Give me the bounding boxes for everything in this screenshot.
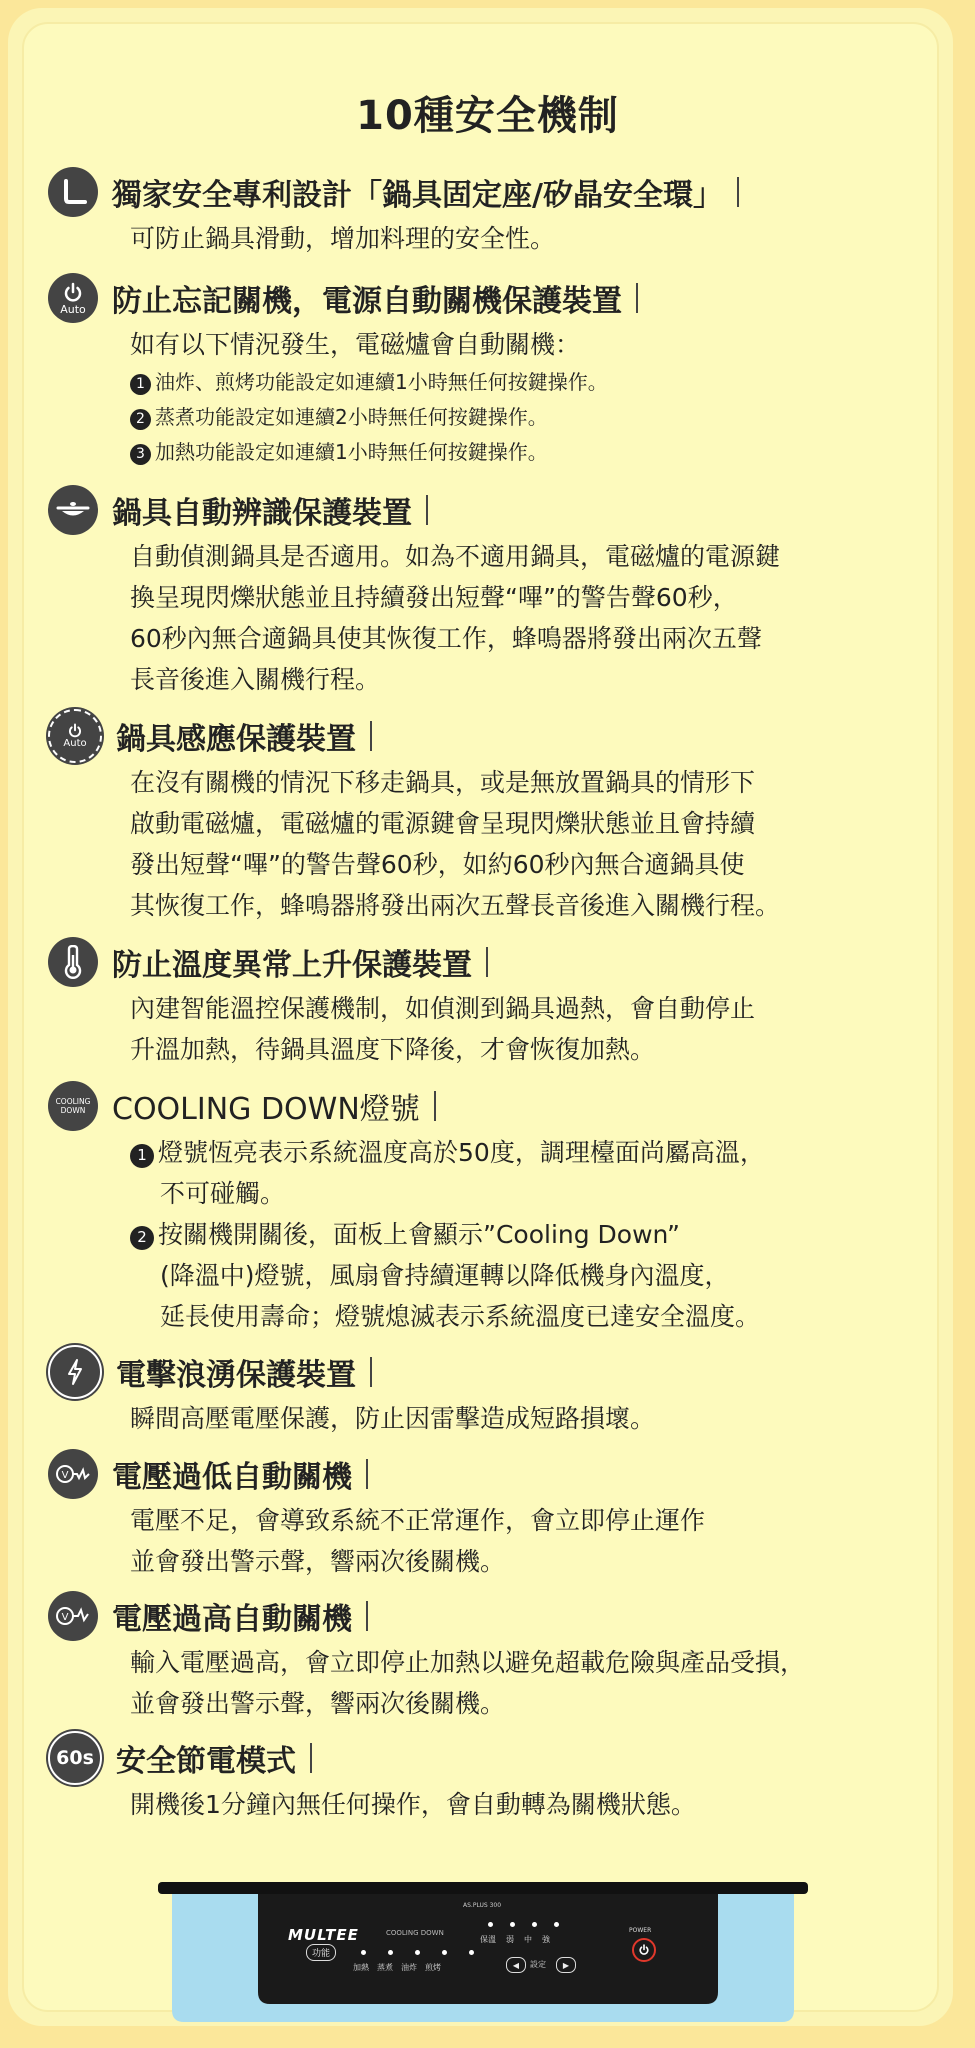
cooling-indicator-label: COOLING DOWN	[386, 1929, 444, 1937]
section-title: 鍋具自動辨識保護裝置	[112, 496, 412, 531]
divider	[370, 721, 372, 751]
divider	[370, 1357, 372, 1387]
icon-caption: 60s	[56, 1747, 94, 1769]
pot-icon	[48, 485, 98, 535]
section-title: 鍋具感應保護裝置	[116, 722, 356, 757]
section-title: 安全節電模式	[116, 1744, 296, 1779]
divider	[426, 495, 428, 525]
section-text: 不可碰觸。	[160, 1179, 286, 1208]
section-text: 電壓不足，會導致系統不正常運作，會立即停止運作	[130, 1506, 706, 1535]
section-high-voltage	[48, 1590, 948, 1724]
section-title: 獨家安全專利設計「鍋具固定座/矽晶安全環」	[112, 178, 723, 213]
section-title: 防止溫度異常上升保護裝置	[112, 948, 472, 983]
auto-sensor-icon	[48, 709, 102, 763]
section-text: 升溫加熱，待鍋具溫度下降後，才會恢復加熱。	[130, 1035, 656, 1064]
list-item: 1 油炸、煎烤功能設定如連續1小時無任何按鍵操作。	[130, 365, 948, 400]
icon-caption: DOWN	[60, 1106, 86, 1115]
increase-button[interactable]: ▶	[556, 1957, 576, 1973]
list-item: 2 按關機開關後，面板上會顯示”Cooling Down”	[130, 1214, 948, 1255]
induction-cooker-image	[158, 1882, 808, 2024]
section-title: 電壓過低自動關機	[112, 1460, 352, 1495]
mode-leds	[361, 1950, 474, 1955]
icon-caption: COOLING	[55, 1097, 91, 1106]
thermometer-icon	[48, 937, 98, 987]
low-voltage-icon	[48, 1449, 98, 1499]
auto-power-icon	[48, 273, 98, 323]
divider	[434, 1091, 436, 1121]
section-cooling-down	[48, 1080, 948, 1337]
section-text: 瞬間高壓電壓保護，防止因雷擊造成短路損壞。	[130, 1404, 656, 1433]
section-text: 其恢復工作，蜂鳴器將發出兩次五聲長音後進入關機行程。	[130, 891, 781, 920]
divider	[636, 283, 638, 313]
section-text: 啟動電磁爐，電磁爐的電源鍵會呈現閃爍狀態並且會持續	[130, 809, 756, 838]
decrease-button[interactable]: ◀	[506, 1957, 526, 1973]
list-item: 1 燈號恆亮表示系統溫度高於50度，調理檯面尚屬高溫，	[130, 1132, 948, 1173]
model-label: AS.PLUS 300	[463, 1902, 502, 1909]
section-text: 60秒內無合適鍋具使其恢復工作，蜂鳴器將發出兩次五聲	[130, 624, 762, 653]
list-item: 2 蒸煮功能設定如連續2小時無任何按鍵操作。	[130, 400, 948, 435]
icon-caption: Auto	[60, 302, 86, 316]
list-item: 3 加熱功能設定如連續1小時無任何按鍵操作。	[130, 435, 948, 470]
level-leds	[488, 1922, 559, 1927]
section-text: 自動偵測鍋具是否適用。如為不適用鍋具，電磁爐的電源鍵	[130, 542, 781, 571]
section-title: 電壓過高自動關機	[112, 1602, 352, 1637]
section-auto-off	[48, 272, 948, 470]
set-label: 設定	[530, 1960, 546, 1969]
cooling-down-icon	[48, 1081, 98, 1131]
section-text: 可防止鍋具滑動，增加料理的安全性。	[130, 224, 556, 253]
section-text: 換呈現閃爍狀態並且持續發出短聲“嗶”的警告聲60秒，	[130, 583, 738, 612]
section-title: 防止忘記關機，電源自動關機保護裝置	[112, 284, 622, 319]
pot-holder-icon	[48, 167, 98, 217]
divider	[737, 177, 739, 207]
svg-text:V: V	[61, 1470, 69, 1481]
section-title: COOLING DOWN燈號	[112, 1092, 420, 1127]
section-text: 長音後進入關機行程。	[130, 665, 381, 694]
divider	[366, 1601, 368, 1631]
brand-logo: MULTEE	[288, 1926, 359, 1944]
section-text: 並會發出警示聲，響兩次後關機。	[130, 1547, 506, 1576]
section-title: 電擊浪湧保護裝置	[116, 1358, 356, 1393]
power-label: POWER	[629, 1927, 652, 1934]
svg-text:V: V	[61, 1612, 69, 1623]
page-title: 10種安全機制	[356, 93, 619, 139]
section-text: 輸入電壓過高，會立即停止加熱以避免超載危險與產品受損，	[130, 1648, 806, 1677]
section-text: 延長使用壽命；燈號熄滅表示系統溫度已達安全溫度。	[160, 1302, 761, 1331]
section-pot-sensor	[48, 710, 948, 926]
power-button[interactable]	[632, 1938, 656, 1962]
timer-60s-icon	[48, 1731, 102, 1785]
high-voltage-icon	[48, 1591, 98, 1641]
section-text: 開機後1分鐘內無任何操作，會自動轉為關機狀態。	[130, 1790, 696, 1819]
divider	[310, 1743, 312, 1773]
divider	[366, 1459, 368, 1489]
section-low-voltage	[48, 1448, 948, 1582]
level-labels: 保溫 弱 中 強	[480, 1935, 550, 1944]
section-text: (降溫中)燈號，風扇會持續運轉以降低機身內溫度，	[160, 1261, 730, 1290]
section-pot-detect	[48, 484, 948, 700]
power-icon	[638, 1944, 650, 1956]
section-text: 在沒有關機的情況下移走鍋具，或是無放置鍋具的情形下	[130, 768, 756, 797]
section-surge	[48, 1346, 948, 1439]
mode-labels: 加熱 蒸煮 油炸 煎烤	[353, 1963, 441, 1972]
section-overheat	[48, 936, 948, 1070]
section-text: 如有以下情況發生，電磁爐會自動關機：	[130, 330, 581, 359]
section-pot-holder	[48, 166, 948, 259]
lightning-icon	[48, 1345, 102, 1399]
section-text: 並會發出警示聲，響兩次後關機。	[130, 1689, 506, 1718]
section-power-saving	[48, 1732, 948, 1825]
section-text: 發出短聲“嗶”的警告聲60秒，如約60秒內無合適鍋具使	[130, 850, 745, 879]
function-button[interactable]: 功能	[306, 1944, 336, 1961]
divider	[486, 947, 488, 977]
section-text: 內建智能溫控保護機制，如偵測到鍋具過熱，會自動停止	[130, 994, 756, 1023]
icon-caption: Auto	[63, 738, 87, 749]
